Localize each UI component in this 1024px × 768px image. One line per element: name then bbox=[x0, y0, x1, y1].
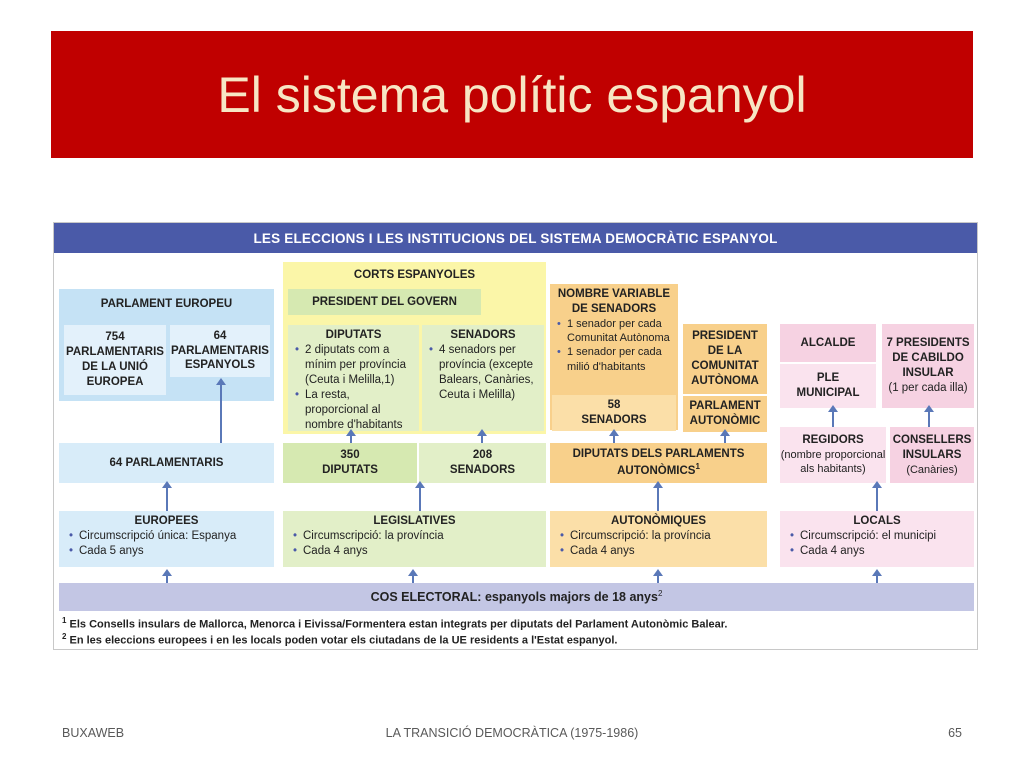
arrow-up bbox=[724, 435, 726, 443]
local-elections-title: LOCALS bbox=[853, 515, 901, 527]
autonomic-elections-box bbox=[550, 511, 767, 567]
local-election-item: • Cada 4 anys bbox=[800, 544, 966, 559]
autonomic-elections-title: AUTONÒMIQUES bbox=[611, 515, 706, 527]
plenary-box: PLE MUNICIPAL bbox=[780, 364, 876, 408]
arrow-up bbox=[657, 487, 659, 511]
deputies-item: • 2 diputats com a mínim per província (Ceuta i Melilla,1) bbox=[305, 343, 414, 388]
european-elections-box bbox=[59, 511, 274, 567]
autonomic-parliament-box: PARLAMENT AUTONÒMIC bbox=[683, 396, 767, 432]
european-parliament-box: PARLAMENT EUROPEU bbox=[59, 289, 274, 319]
island-councillors-box bbox=[890, 427, 974, 483]
deputies-title: DIPUTATS bbox=[325, 329, 382, 341]
variable-senators-item: • 1 senador per cada milió d'habitants bbox=[567, 345, 673, 374]
spanish-members-box: 64 PARLAMENTARIS ESPANYOLS bbox=[170, 325, 270, 377]
european-elected-box: 64 PARLAMENTARIS bbox=[59, 443, 274, 483]
electorate-bar bbox=[59, 583, 974, 611]
footnote-2 bbox=[62, 632, 728, 648]
legislative-elections-title: LEGISLATIVES bbox=[373, 515, 456, 527]
cabildo-title: 7 PRESIDENTS DE CABILDO INSULAR bbox=[886, 337, 970, 379]
local-election-item: • Circumscripció: el municipi bbox=[800, 529, 966, 544]
arrow-up bbox=[419, 487, 421, 511]
page-number: 65 bbox=[948, 726, 962, 740]
footer-center: LA TRANSICIÓ DEMOCRÀTICA (1975-1986) bbox=[385, 726, 639, 740]
arrow-up bbox=[166, 487, 168, 511]
legislative-election-item: • Cada 4 anys bbox=[303, 544, 538, 559]
autonomic-deputies-label: DIPUTATS DELS PARLAMENTS AUTONÒMICS bbox=[572, 448, 745, 477]
government-president-box: PRESIDENT DEL GOVERN bbox=[288, 289, 481, 315]
local-elections-box bbox=[780, 511, 974, 567]
mayor-box: ALCALDE bbox=[780, 324, 876, 362]
legislative-election-item: • Circumscripció: la província bbox=[303, 529, 538, 544]
electorate-label: COS ELECTORAL: bbox=[370, 589, 482, 604]
variable-senators-item: • 1 senador per cada Comunitat Autònoma bbox=[567, 317, 673, 346]
european-election-item: • Circumscripció única: Espanya bbox=[79, 529, 266, 544]
eu-members-box: 754 PARLAMENTARIS DE LA UNIÓ EUROPEA bbox=[64, 325, 166, 395]
electorate-text: espanyols majors de 18 anys bbox=[484, 589, 658, 604]
variable-senators-title: NOMBRE VARIABLE DE SENADORS bbox=[557, 288, 671, 315]
autonomic-election-item: • Circumscripció: la província bbox=[570, 529, 759, 544]
senators-title: SENADORS bbox=[450, 329, 516, 341]
cortes-title: CORTS ESPANYOLES bbox=[353, 268, 476, 281]
elections-diagram bbox=[53, 222, 978, 650]
footnote-number: 1 bbox=[62, 616, 67, 625]
legislative-elections-box bbox=[283, 511, 546, 567]
arrow-up bbox=[657, 575, 659, 583]
senators-box bbox=[422, 325, 544, 431]
councillors-box bbox=[780, 427, 886, 483]
title-bar bbox=[51, 31, 973, 158]
autonomic-election-item: • Cada 4 anys bbox=[570, 544, 759, 559]
island-councillors-title: CONSELLERS INSULARS bbox=[892, 433, 972, 461]
footnote-text: Els Consells insulars de Mallorca, Menorca i Eivissa/Formentera estan integrats per diputats del Parlament Autonòmic Balear. bbox=[69, 618, 728, 631]
footnote-number: 2 bbox=[62, 631, 67, 641]
councillors-note: (nombre proporcional als habitants) bbox=[780, 449, 886, 476]
european-elections-title: EUROPEES bbox=[134, 515, 199, 527]
arrow-up bbox=[876, 575, 878, 583]
arrow-up bbox=[832, 411, 834, 427]
cabildo-box bbox=[882, 324, 974, 408]
arrow-up bbox=[412, 575, 414, 583]
electorate-note: 2 bbox=[657, 588, 663, 598]
diagram-header: LES ELECCIONS I LES INSTITUCIONS DEL SISTEMA DEMOCRÀTIC ESPANYOL bbox=[54, 223, 977, 253]
arrow-up bbox=[876, 487, 878, 511]
footnote-text: En les eleccions europees i en les locals poden votar els ciutadans de la UE residents a l'Estat espanyol. bbox=[69, 634, 618, 647]
senators-item: • 4 senadors per província (excepte Balears, Canàries, Ceuta i Melilla) bbox=[439, 343, 539, 403]
arrow-up bbox=[481, 435, 483, 443]
deputies-count-box: 350 DIPUTATS bbox=[283, 443, 417, 483]
autonomic-senators-box: 58 SENADORS bbox=[552, 395, 676, 431]
councillors-title: REGIDORS bbox=[802, 434, 864, 447]
arrow-up bbox=[928, 411, 930, 427]
cabildo-note: (1 per cada illa) bbox=[888, 381, 968, 394]
footer-left: BUXAWEB bbox=[62, 726, 125, 740]
slide-title: El sistema polític espanyol bbox=[217, 66, 807, 123]
deputies-item: • La resta, proporcional al nombre d'habitants bbox=[305, 388, 414, 433]
senators-count-box: 208 SENADORS bbox=[419, 443, 546, 483]
arrow-up bbox=[166, 575, 168, 583]
european-election-item: • Cada 5 anys bbox=[79, 544, 266, 559]
community-president-box: PRESIDENT DE LA COMUNITAT AUTÒNOMA bbox=[683, 324, 767, 394]
autonomic-deputies-box bbox=[550, 443, 767, 483]
autonomic-deputies-note: 1 bbox=[695, 462, 700, 472]
arrow-up bbox=[220, 384, 222, 443]
deputies-box bbox=[288, 325, 419, 431]
arrow-up bbox=[613, 435, 615, 443]
arrow-up bbox=[350, 435, 352, 443]
footnote-1 bbox=[62, 616, 728, 632]
footnotes bbox=[62, 616, 728, 648]
island-councillors-note: (Canàries) bbox=[906, 463, 958, 476]
